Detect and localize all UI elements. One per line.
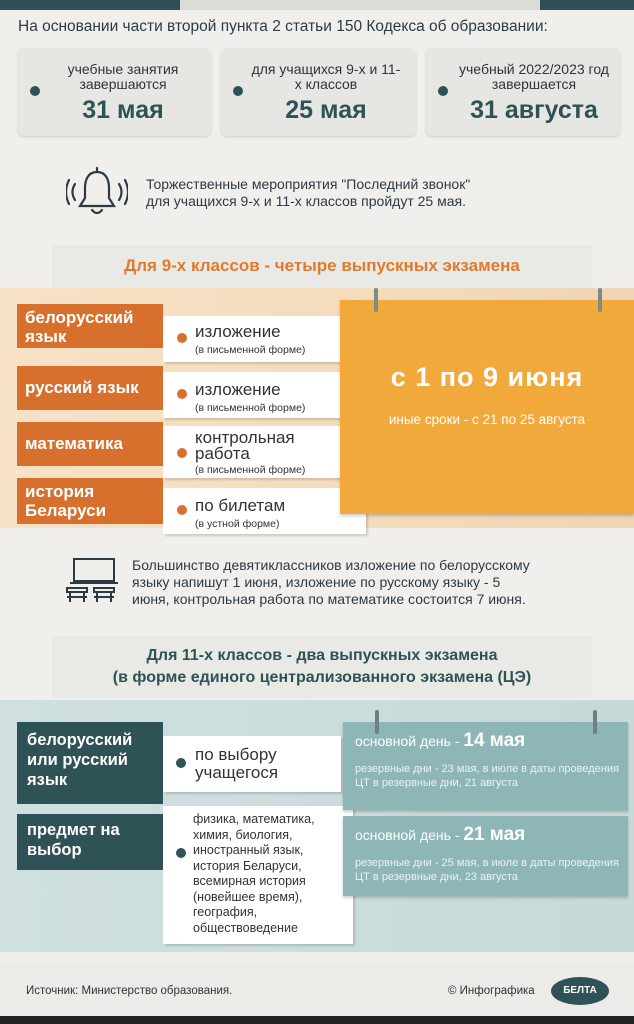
exam-history bbox=[163, 488, 366, 534]
subject-choice: предмет на выбор bbox=[17, 814, 163, 870]
grade9-heading bbox=[52, 245, 592, 289]
pin-icon bbox=[374, 288, 378, 312]
subject-list-item: иностранный язык, bbox=[193, 843, 304, 857]
card-small: учебный 2022/2023 год завершается bbox=[459, 61, 609, 92]
grade9-schedule-note bbox=[132, 557, 530, 608]
subject-history: история Беларуси bbox=[17, 478, 163, 524]
main-day bbox=[355, 730, 525, 752]
bullet-icon bbox=[177, 333, 187, 343]
exam-russian bbox=[163, 372, 366, 418]
note-line: июня, контрольная работа по математике состоится 7 июня. bbox=[132, 591, 526, 607]
subject-list bbox=[193, 812, 315, 936]
note-line: Большинство девятиклассников изложение по белорусскому bbox=[132, 557, 530, 573]
grade11-board-2 bbox=[343, 816, 628, 896]
lead-text: На основании части второй пункта 2 статьи 150 Кодекса об образовании: bbox=[18, 18, 548, 35]
bullet-icon bbox=[177, 505, 187, 515]
bullet-icon bbox=[176, 848, 186, 858]
subject-choice-list bbox=[163, 806, 353, 944]
classroom-icon bbox=[64, 556, 124, 606]
note-line: языку напишут 1 июня, изложение по русскому языку - 5 bbox=[132, 574, 501, 590]
subject-list-item: физика, математика, bbox=[193, 812, 315, 826]
exam-note: (в письменной форме) bbox=[195, 402, 306, 414]
pin-icon bbox=[598, 288, 602, 312]
subject-list-item: всемирная история bbox=[193, 874, 306, 888]
last-bell-line: для учащихся 9-х и 11-х классов пройдут 25 мая. bbox=[146, 193, 466, 209]
card-year-end bbox=[426, 48, 620, 136]
subject-list-item: (новейшее время), bbox=[193, 889, 303, 904]
exam-language-choice bbox=[163, 736, 341, 792]
grade9-heading-text: Для 9-х классов - четыре выпускных экзамена bbox=[124, 256, 520, 275]
card-classes-end bbox=[18, 48, 211, 136]
exam-note: (в устной форме) bbox=[195, 518, 280, 530]
subject-list-item: обществоведение bbox=[193, 920, 298, 935]
card-big: 31 мая bbox=[82, 96, 164, 124]
exam-note: (в письменной форме) bbox=[195, 344, 306, 356]
grade11-board-1 bbox=[343, 722, 628, 810]
subject-russian: русский язык bbox=[17, 366, 163, 410]
grade11-heading-line: (в форме единого централизованного экзамена (ЦЭ) bbox=[112, 669, 532, 686]
card-big: 25 мая bbox=[285, 96, 367, 124]
grade11-heading-line: Для 11-х классов - два выпускных экзамена bbox=[146, 647, 498, 664]
bell-icon bbox=[66, 166, 128, 218]
bullet-icon bbox=[177, 448, 187, 458]
card-big: 31 августа bbox=[470, 96, 598, 124]
last-bell-line: Торжественные мероприятия "Последний звонок" bbox=[146, 176, 471, 192]
exam-type: по билетам bbox=[195, 496, 286, 515]
card-small: для учащихся 9-х и 11-х классов bbox=[251, 61, 401, 92]
infographic-credit: © Инфографика bbox=[448, 985, 535, 997]
grade9-date: с 1 по 9 июня bbox=[390, 362, 584, 392]
grade9-alt-dates: иные сроки - с 21 по 25 августа bbox=[388, 412, 586, 427]
main-day bbox=[355, 824, 525, 846]
subject-math: математика bbox=[17, 422, 163, 466]
exam-belarusian bbox=[163, 316, 366, 362]
bullet-icon bbox=[30, 86, 40, 96]
grade9-dates-board bbox=[340, 300, 634, 514]
exam-type: контрольная работа bbox=[195, 428, 295, 463]
bullet-icon bbox=[177, 389, 187, 399]
bullet-icon bbox=[176, 758, 186, 768]
bullet-icon bbox=[233, 86, 243, 96]
grade11-heading bbox=[52, 636, 592, 698]
card-small: учебные занятия завершаются bbox=[67, 61, 179, 92]
main-day-date: 21 мая bbox=[463, 824, 526, 845]
bullet-icon bbox=[438, 86, 448, 96]
reserve-days: резервные дни - 25 мая, в июле в даты проведения ЦТ в резервные дни, 23 августа bbox=[355, 857, 619, 883]
exam-type: изложение bbox=[195, 380, 281, 399]
subject-list-item: история Беларуси, bbox=[193, 858, 302, 873]
subject-list-item: география, bbox=[193, 905, 258, 919]
main-day-label: основной день - bbox=[355, 827, 464, 843]
pin-icon bbox=[593, 710, 597, 734]
belta-logo: БЕЛТА bbox=[551, 977, 609, 1005]
subject-language: белорусский или русский язык bbox=[17, 722, 163, 804]
source-text: Источник: Министерство образования. bbox=[26, 985, 233, 997]
main-day-date: 14 мая bbox=[463, 730, 526, 751]
subject-belarusian: белорусский язык bbox=[17, 304, 163, 348]
main-day-label: основной день - bbox=[355, 733, 464, 749]
exam-math bbox=[163, 426, 366, 478]
exam-type: изложение bbox=[195, 322, 281, 341]
card-grades-end bbox=[221, 48, 416, 136]
exam-type: по выбору учащегося bbox=[195, 745, 279, 782]
reserve-days: резервные дни - 23 мая, в июле в даты проведения ЦТ в резервные дни, 21 августа bbox=[355, 763, 619, 789]
exam-note: (в письменной форме) bbox=[195, 464, 306, 476]
bottom-bar bbox=[0, 1016, 634, 1024]
last-bell-text bbox=[146, 176, 470, 210]
top-banner bbox=[0, 0, 634, 10]
subject-list-item: химия, биология, bbox=[193, 827, 293, 842]
